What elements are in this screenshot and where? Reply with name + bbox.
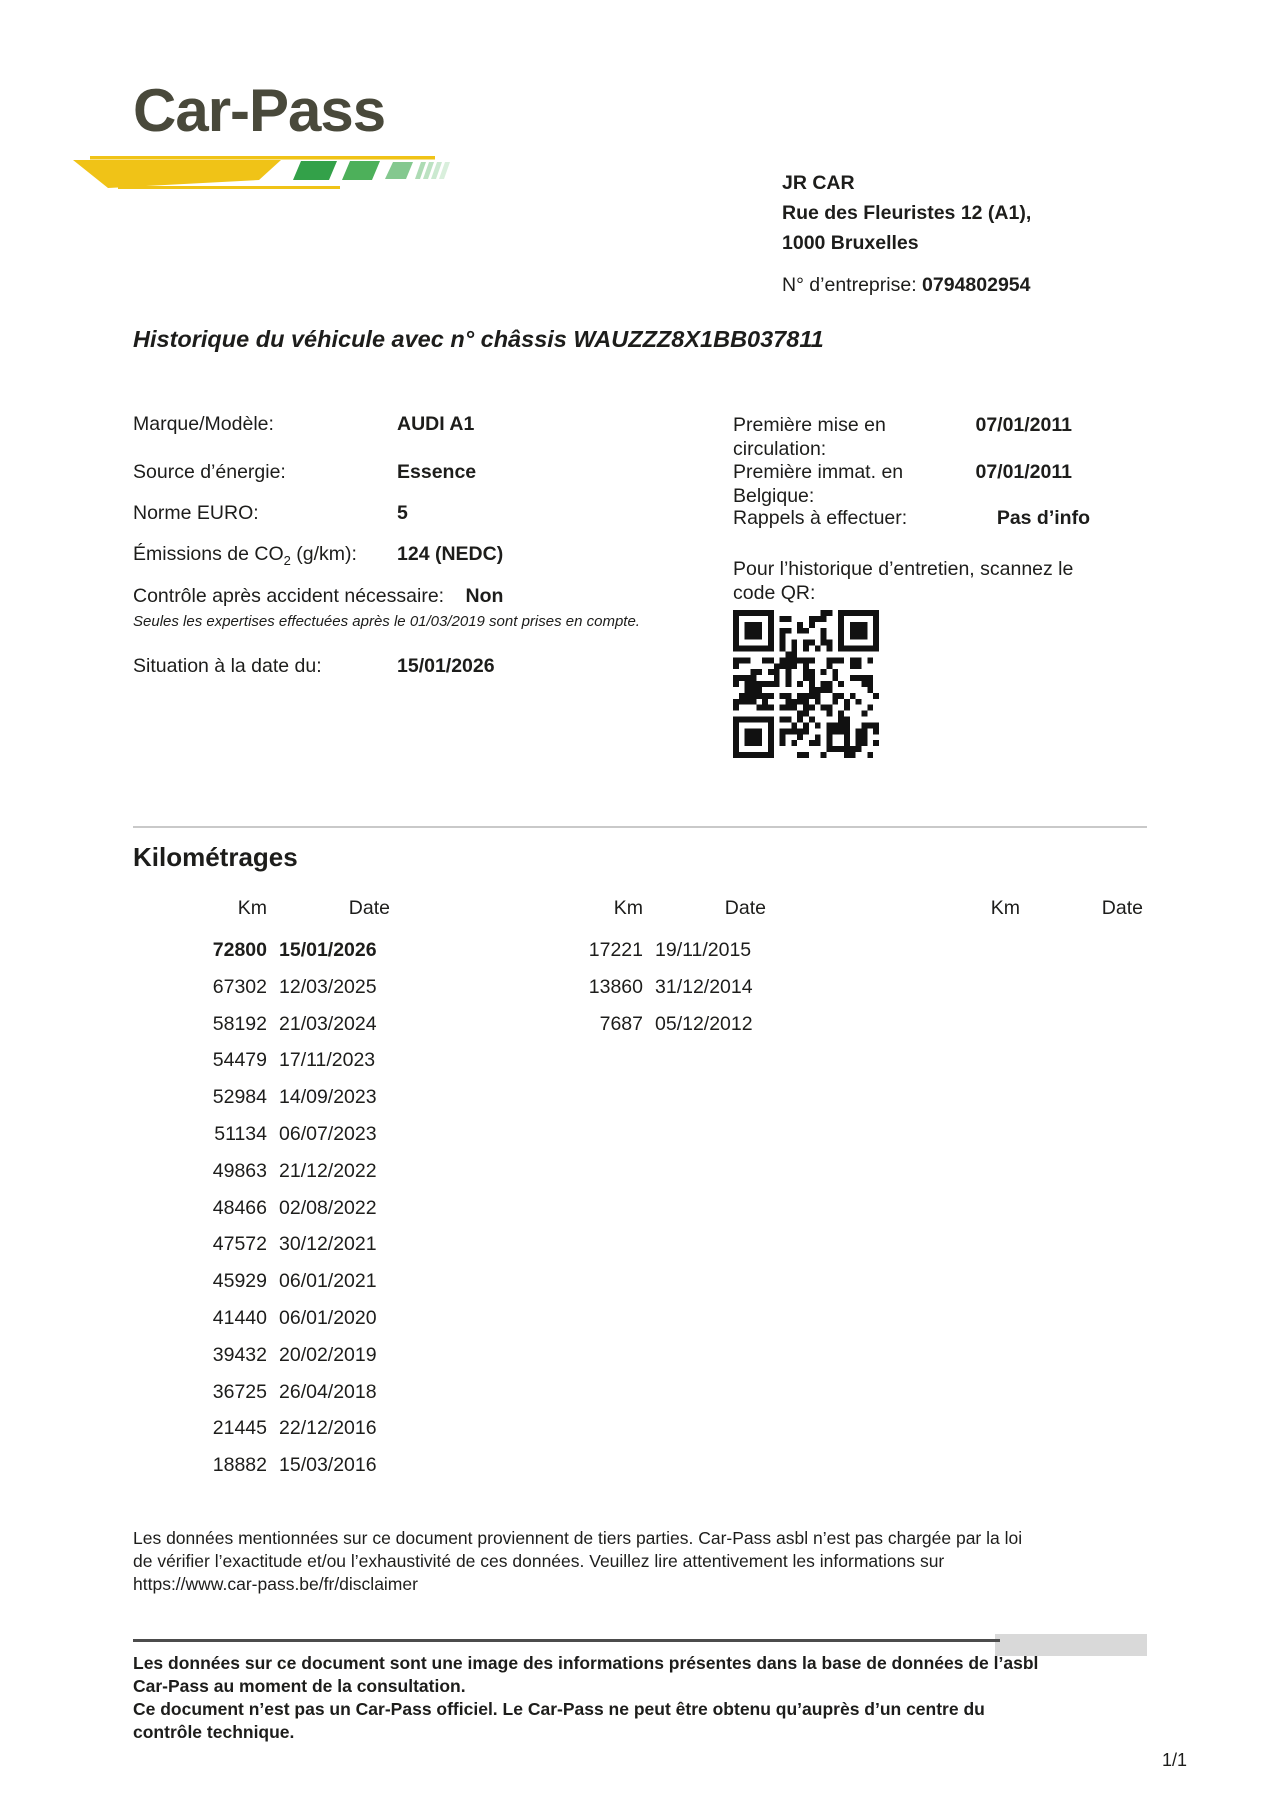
- mileage-column-1: [133, 897, 390, 1491]
- field-value-emissions: 124 (NEDC): [397, 543, 504, 565]
- field-row-energie: [133, 461, 477, 484]
- field-label-norme-euro: Norme EURO:: [133, 502, 259, 524]
- mileage-header-km: Km: [613, 897, 643, 919]
- field-value-situation: 15/01/2026: [397, 655, 495, 677]
- dealer-address-line2: 1000 Bruxelles: [782, 232, 919, 254]
- mileage-date-value: 02/08/2022: [279, 1196, 377, 1219]
- mileage-row: [133, 1454, 390, 1491]
- mileage-row: [133, 1013, 390, 1050]
- mileage-date-value: 26/04/2018: [279, 1380, 377, 1403]
- mileage-km-value: 72800: [212, 939, 267, 961]
- notice-line: Les données sur ce document sont une image des informations présentes dans la base de données de l’asbl: [133, 1653, 1039, 1673]
- field-row-rappels: [733, 507, 1090, 531]
- mileage-km-value: 21445: [212, 1417, 267, 1440]
- document-title: Historique du véhicule avec n° châssis WAUZZZ8X1BB037811: [133, 326, 824, 352]
- mileage-rows: [133, 939, 390, 1491]
- mileage-date-value: 06/01/2020: [279, 1306, 377, 1329]
- mileage-km-value: 45929: [212, 1270, 267, 1293]
- accident-note: Seules les expertises effectuées après le 01/03/2019 sont prises en compte.: [133, 613, 640, 630]
- mileage-date-value: 15/03/2016: [279, 1454, 377, 1477]
- mileage-date-value: 31/12/2014: [655, 975, 753, 998]
- mileage-row: [133, 1049, 390, 1086]
- mileage-header-date: Date: [724, 897, 766, 919]
- mileage-km-value: 18882: [212, 1454, 267, 1477]
- footer-divider: [133, 1639, 1000, 1642]
- page-number: 1/1: [1162, 1750, 1188, 1770]
- mileage-column-3: [886, 897, 1143, 939]
- mileage-row: [133, 1417, 390, 1454]
- field-label-energie: Source d’énergie:: [133, 461, 286, 483]
- mileage-column-2: [509, 897, 766, 1049]
- qr-caption: Pour l’historique d’entretien, scannez le code QR:: [733, 558, 1074, 604]
- mileage-km-value: 49863: [212, 1159, 267, 1182]
- dealer-block: [782, 168, 1031, 258]
- mileage-km-value: 41440: [212, 1306, 267, 1329]
- field-value-rappels: Pas d’info: [996, 507, 1090, 529]
- field-value-norme-euro: 5: [397, 502, 408, 524]
- mileage-date-value: 06/07/2023: [279, 1122, 377, 1145]
- field-label-accident: Contrôle après accident nécessaire:: [133, 585, 445, 607]
- field-label-premiere-immat: Première immat. en Belgique:: [733, 461, 904, 507]
- mileage-km-value: 36725: [212, 1380, 267, 1403]
- field-row-marque: [133, 413, 475, 436]
- mileage-km-value: 17221: [588, 939, 643, 961]
- field-value-marque: AUDI A1: [397, 413, 475, 435]
- mileage-row: [133, 1381, 390, 1418]
- notice-line: Ce document n’est pas un Car-Pass officiel. Le Car-Pass ne peut être obtenu qu’auprès d’un centre du: [133, 1699, 985, 1719]
- notice-line: Car-Pass au moment de la consultation.: [133, 1676, 466, 1696]
- field-row-situation: [133, 655, 495, 678]
- mileage-date-value: 05/12/2012: [655, 1012, 753, 1035]
- mileage-row: [509, 1013, 766, 1050]
- mileage-row: [133, 1270, 390, 1307]
- disclaimer-line: Les données mentionnées sur ce document proviennent de tiers parties. Car-Pass asbl n’est pas chargée par la loi: [133, 1528, 1023, 1548]
- mileage-row: [133, 1123, 390, 1160]
- field-value-premiere-circulation: 07/01/2011: [975, 414, 1072, 436]
- mileage-header-km: Km: [237, 897, 267, 919]
- mileage-row: [509, 976, 766, 1013]
- mileage-date-value: 19/11/2015: [655, 939, 752, 961]
- field-row-norme-euro: [133, 502, 408, 525]
- mileage-header-row: [886, 897, 1143, 921]
- mileage-date-value: 21/12/2022: [279, 1159, 377, 1182]
- notice-line: contrôle technique.: [133, 1722, 295, 1742]
- mileage-row: [133, 1086, 390, 1123]
- mileage-km-value: 7687: [599, 1012, 643, 1035]
- notice-paragraph: [133, 1652, 1133, 1744]
- field-row-emissions: [133, 543, 504, 568]
- dealer-name: JR CAR: [782, 172, 855, 194]
- mileage-date-value: 21/03/2024: [279, 1012, 377, 1035]
- mileage-km-value: 52984: [212, 1086, 267, 1109]
- mileage-km-value: 47572: [212, 1233, 267, 1256]
- disclaimer-paragraph: [133, 1527, 1073, 1596]
- mileage-date-value: 15/01/2026: [279, 939, 377, 961]
- field-label-emissions: Émissions de $CO_2$ (g/km):: [133, 543, 357, 568]
- mileage-header-date: Date: [1101, 897, 1143, 919]
- mileage-row: [133, 1160, 390, 1197]
- field-row-accident: [133, 585, 503, 608]
- field-value-premiere-immat: 07/01/2011: [975, 461, 1072, 483]
- enterprise-number-value: 0794802954: [922, 274, 1031, 296]
- mileage-header-km: Km: [990, 897, 1020, 919]
- mileage-km-value: 67302: [212, 975, 267, 998]
- mileage-km-value: 13860: [588, 975, 643, 998]
- enterprise-number-label: N° d’entreprise:: [782, 274, 923, 296]
- carpass-logo-text: Car-Pass: [133, 77, 386, 144]
- field-value-accident: Non: [465, 585, 504, 607]
- mileage-km-value: 58192: [212, 1012, 267, 1035]
- enterprise-number-row: [782, 274, 1030, 297]
- mileage-row: [133, 1344, 390, 1381]
- mileage-header-row: [509, 897, 766, 921]
- mileage-date-value: 22/12/2016: [279, 1417, 377, 1440]
- disclaimer-line: de vérifier l’exactitude et/ou l’exhaustivité de ces données. Veuillez lire attentivement les informations sur: [133, 1551, 945, 1571]
- field-value-energie: Essence: [397, 461, 477, 483]
- mileage-row: [133, 976, 390, 1013]
- mileage-heading: Kilométrages: [133, 842, 298, 872]
- section-divider: [133, 826, 1147, 828]
- mileage-date-value: 12/03/2025: [279, 975, 377, 998]
- mileage-date-value: 14/09/2023: [279, 1086, 377, 1109]
- mileage-km-value: 54479: [212, 1049, 267, 1072]
- mileage-date-value: 30/12/2021: [279, 1233, 377, 1256]
- mileage-km-value: 48466: [212, 1196, 267, 1219]
- mileage-date-value: 17/11/2023: [279, 1049, 376, 1072]
- field-row-premiere-immat: [733, 461, 1090, 508]
- qr-code: [733, 610, 879, 758]
- mileage-km-value: 51134: [214, 1122, 267, 1145]
- mileage-date-value: 06/01/2021: [279, 1270, 377, 1293]
- dealer-address-line1: Rue des Fleuristes 12 (A1),: [782, 202, 1032, 224]
- field-label-marque: Marque/Modèle:: [133, 413, 274, 435]
- mileage-date-value: 20/02/2019: [279, 1343, 377, 1366]
- field-label-premiere-circulation: Première mise en circulation:: [733, 414, 886, 460]
- field-row-premiere-circulation: [733, 414, 1090, 461]
- mileage-row: [509, 939, 766, 976]
- mileage-row: [133, 939, 390, 976]
- mileage-rows: [509, 939, 766, 1049]
- carpass-logo-swoosh-icon: [63, 146, 453, 192]
- mileage-header-date: Date: [348, 897, 390, 919]
- mileage-row: [133, 1197, 390, 1234]
- field-label-situation: Situation à la date du:: [133, 655, 322, 677]
- mileage-row: [133, 1307, 390, 1344]
- mileage-row: [133, 1233, 390, 1270]
- mileage-km-value: 39432: [212, 1343, 267, 1366]
- mileage-header-row: [133, 897, 390, 921]
- disclaimer-url: https://www.car-pass.be/fr/disclaimer: [133, 1574, 418, 1594]
- field-label-rappels: Rappels à effectuer:: [733, 507, 908, 529]
